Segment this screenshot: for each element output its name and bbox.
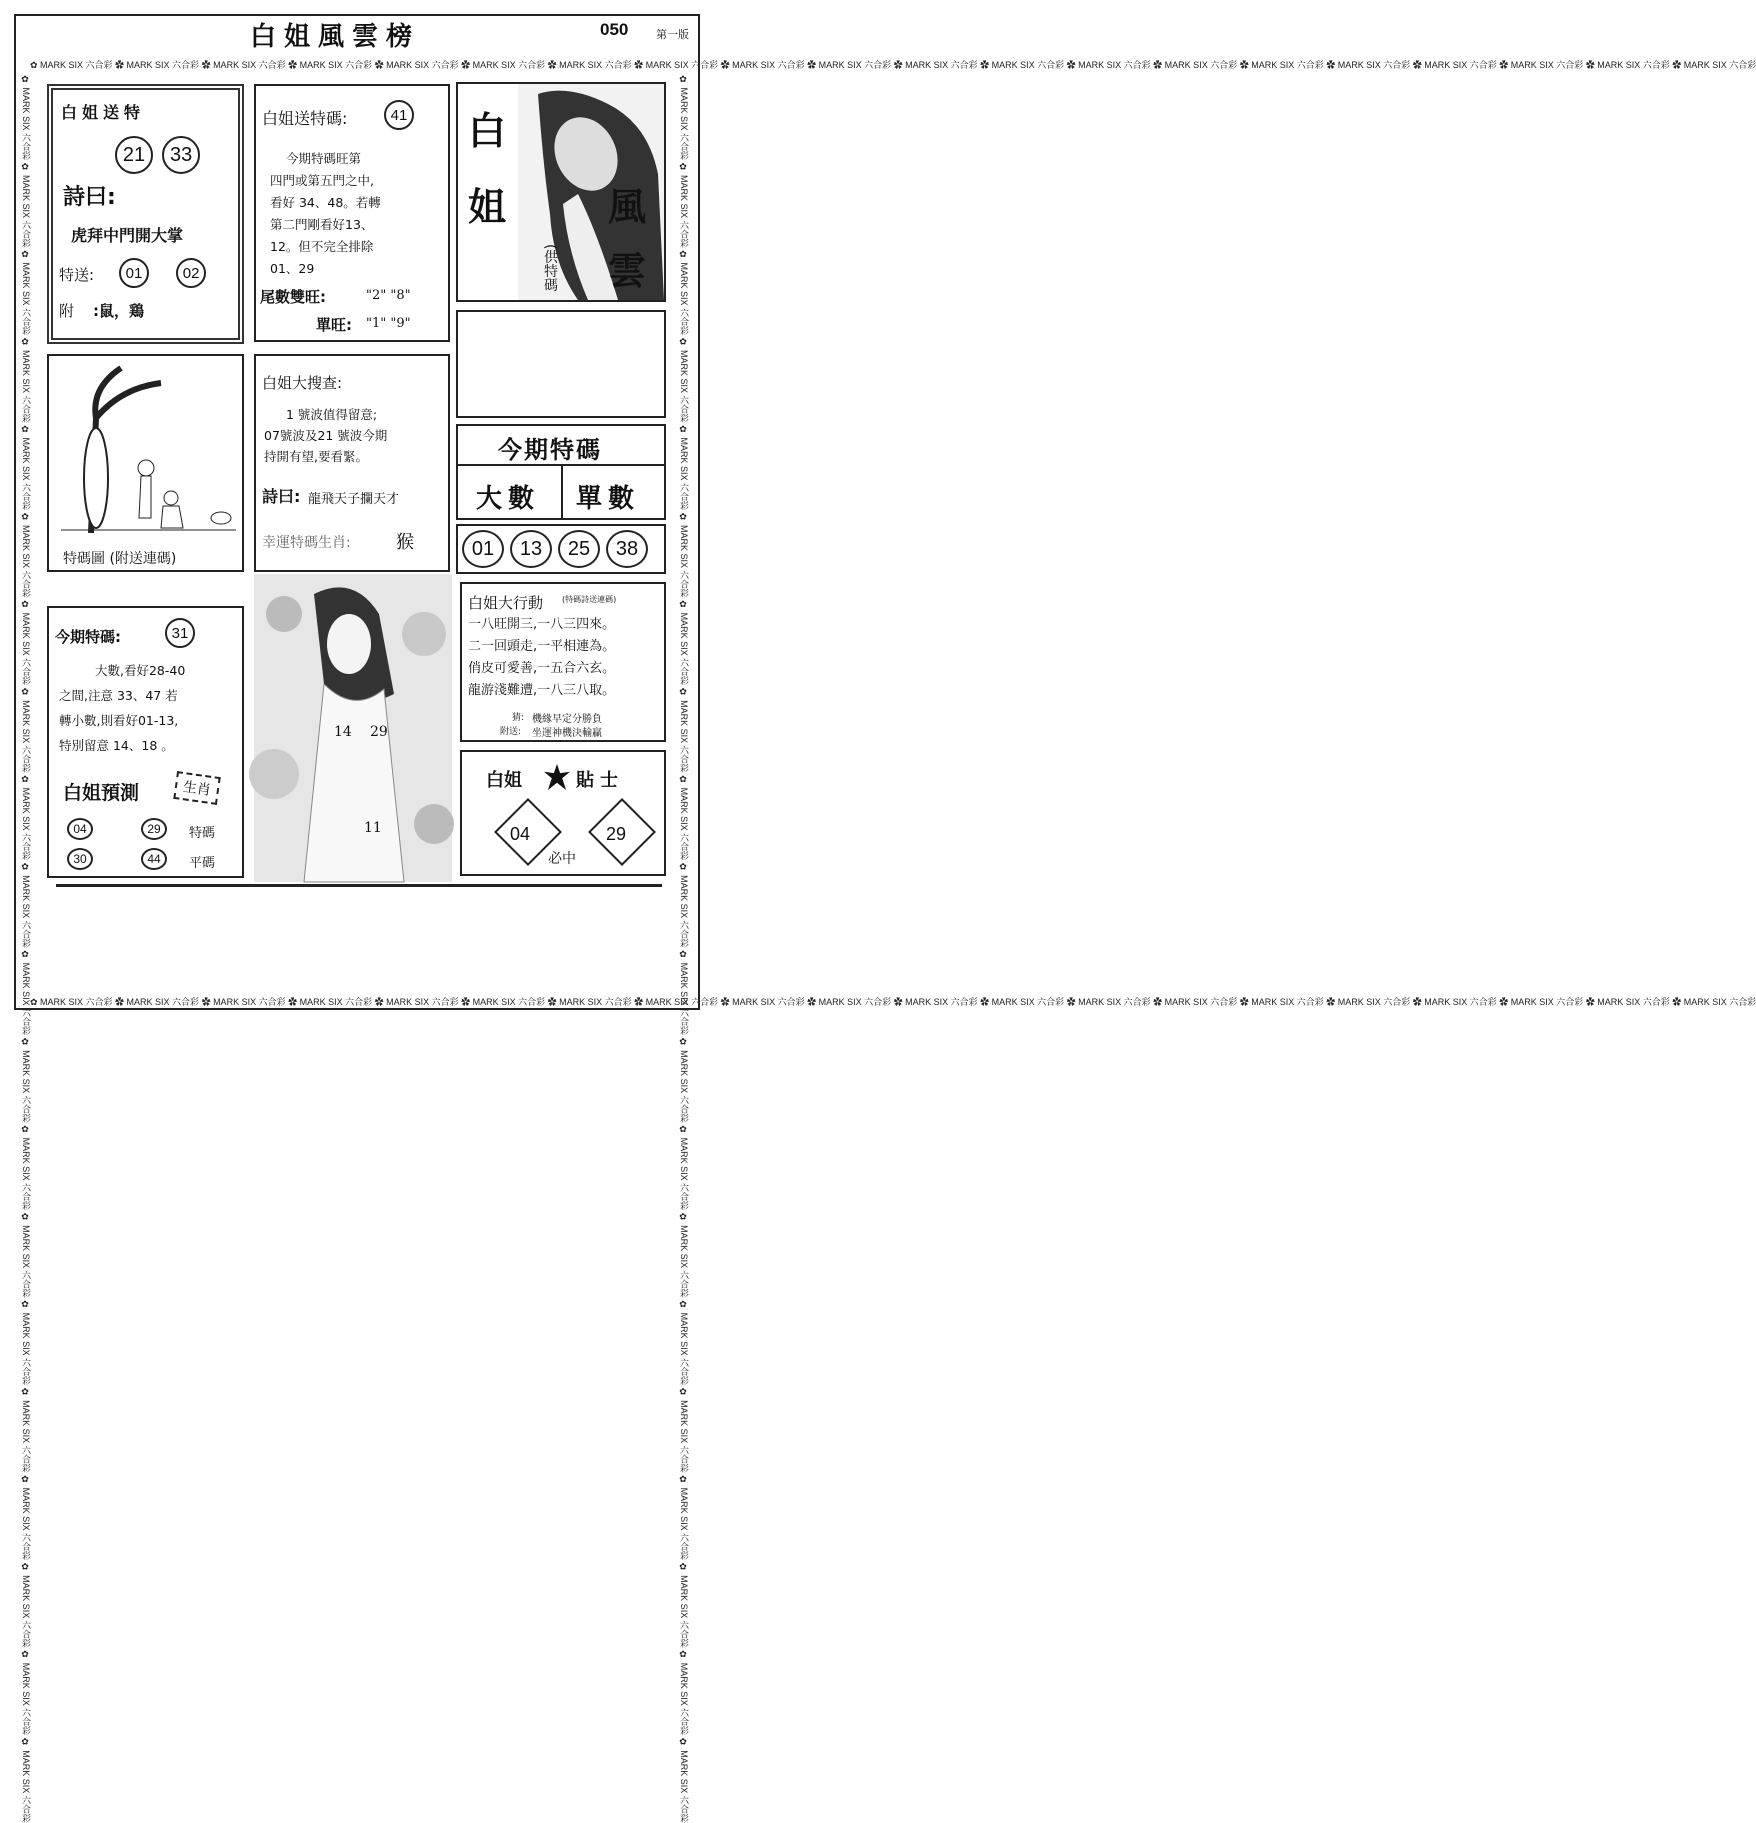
watermark-top: ✿ MARK SIX 六合彩 ✿ MARK SIX 六合彩 ✿ MARK SIX 六合彩 ✿ MARK SIX 六合彩 ✿ MARK SIX 六合彩 ✿ MARK SIX 六合彩 ✿ MARK SIX 六合彩 ✿ MARK SIX 六合彩 ✿ MARK SIX 六合彩 ✿ MARK SIX 六合彩 ✿ MARK SIX 六合彩 ✿ MARK SIX 六合彩 ✿ MARK SIX 六合彩 ✿ MARK SIX 六合彩 ✿ MARK SIX 六合彩 ✿ MARK SIX 六合彩 ✿ MARK SIX 六合彩 ✿ MARK SIX 六合彩 ✿ MARK SIX 六合彩 ✿ MARK SIX 六合彩 (30, 60, 1756, 70)
action-text (468, 614, 664, 702)
issue-number: 050 (600, 20, 629, 39)
lotto-number: 13 (510, 530, 552, 568)
code-line: 看好 34、48。若轉 (270, 195, 381, 210)
tail-values: "2" "8" (366, 288, 411, 303)
watermark-right: ✿ MARK SIX 六合彩 ✿ MARK SIX 六合彩 ✿ MARK SIX 六合彩 ✿ MARK SIX 六合彩 ✿ MARK SIX 六合彩 ✿ MARK SIX 六合彩 ✿ MARK SIX 六合彩 ✿ MARK SIX 六合彩 ✿ MARK SIX 六合彩 ✿ MARK SIX 六合彩 ✿ MARK SIX 六合彩 ✿ MARK SIX 六合彩 ✿ MARK SIX 六合彩 ✿ MARK SIX 六合彩 ✿ MARK SIX 六合彩 ✿ MARK SIX 六合彩 ✿ MARK SIX 六合彩 ✿ MARK SIX 六合彩 ✿ MARK SIX 六合彩 ✿ MARK SIX 六合彩 (679, 75, 689, 1823)
photo-number: 14 (334, 724, 352, 740)
code-line: 第二門剛看好13、 (270, 217, 374, 232)
single-label: 單旺: (316, 316, 352, 334)
predict-number: 30 (67, 848, 93, 870)
today-title: 今期特碼 (498, 436, 602, 464)
action-panel (460, 582, 666, 742)
folk-illustration (51, 358, 241, 538)
today-left: 大數 (476, 484, 541, 514)
guess-label: 猜: (512, 713, 525, 723)
photo-number: 29 (370, 724, 388, 740)
search-line: 07號波及21 號波今期 (264, 428, 388, 443)
picture-panel (47, 354, 244, 572)
search-panel (254, 354, 450, 572)
attach-text: :鼠，鶏 (93, 302, 144, 320)
photo-char: 風 (608, 185, 647, 229)
search-line: 持開有望,要看緊。 (264, 449, 368, 464)
page-title: 白姐風雲榜 (250, 22, 421, 52)
single-values: "1" "9" (366, 316, 411, 331)
predict-number: 44 (141, 848, 167, 870)
tip-panel (460, 750, 666, 876)
special-label: 特送: (59, 266, 95, 284)
numbers-panel (456, 524, 666, 574)
lucky-label: 幸運特碼生肖: (262, 535, 351, 551)
photo-panel-2 (254, 574, 452, 882)
photo-number: 11 (364, 820, 382, 836)
send-label: 白姐送特 (61, 103, 146, 122)
special-number: 01 (119, 258, 149, 288)
code-number: 41 (384, 100, 414, 130)
send-panel (47, 84, 244, 344)
picture-caption: 特碼圖 (附送連碼) (63, 551, 177, 567)
search-poem: 龍飛天子攔天才 (308, 492, 400, 507)
action-subtitle: (特碼詩送連碼) (562, 595, 617, 604)
action-line: 龍游淺難遭,一八三八取。 (468, 683, 616, 698)
gift-text: 坐運神機決輸贏 (532, 728, 602, 739)
code-line: 12。但不完全排除 (270, 239, 374, 254)
woman-photo-2 (254, 574, 452, 882)
photo-char: 雲 (608, 249, 647, 293)
photo-char: 白 (468, 109, 507, 153)
watermark-left: ✿ MARK SIX 六合彩 ✿ MARK SIX 六合彩 ✿ MARK SIX 六合彩 ✿ MARK SIX 六合彩 ✿ MARK SIX 六合彩 ✿ MARK SIX 六合彩 ✿ MARK SIX 六合彩 ✿ MARK SIX 六合彩 ✿ MARK SIX 六合彩 ✿ MARK SIX 六合彩 ✿ MARK SIX 六合彩 ✿ MARK SIX 六合彩 ✿ MARK SIX 六合彩 ✿ MARK SIX 六合彩 ✿ MARK SIX 六合彩 ✿ MARK SIX 六合彩 ✿ MARK SIX 六合彩 ✿ MARK SIX 六合彩 ✿ MARK SIX 六合彩 ✿ MARK SIX 六合彩 (21, 75, 31, 1823)
search-title: 白姐大搜查: (262, 374, 343, 392)
action-line: 一八旺開三,一八三四來。 (468, 617, 616, 632)
today2-line: 特別留意 14、18 。 (59, 738, 174, 753)
search-text (264, 404, 450, 467)
predict-number: 29 (141, 818, 167, 840)
tip-title-a: 白姐 (486, 770, 522, 791)
burst-icon (544, 764, 570, 790)
watermark-bottom: ✿ MARK SIX 六合彩 ✿ MARK SIX 六合彩 ✿ MARK SIX 六合彩 ✿ MARK SIX 六合彩 ✿ MARK SIX 六合彩 ✿ MARK SIX 六合彩 ✿ MARK SIX 六合彩 ✿ MARK SIX 六合彩 ✿ MARK SIX 六合彩 ✿ MARK SIX 六合彩 ✿ MARK SIX 六合彩 ✿ MARK SIX 六合彩 ✿ MARK SIX 六合彩 ✿ MARK SIX 六合彩 ✿ MARK SIX 六合彩 ✿ MARK SIX 六合彩 ✿ MARK SIX 六合彩 ✿ MARK SIX 六合彩 ✿ MARK SIX 六合彩 ✿ MARK SIX 六合彩 (30, 997, 1756, 1007)
send-number: 33 (162, 136, 200, 174)
tip-title-b: 貼士 (576, 770, 624, 791)
lucky-value: 猴 (396, 532, 414, 553)
tail-label: 尾數雙旺: (260, 288, 326, 306)
photo-panel-1 (456, 82, 666, 302)
gift-label: 附送: (500, 727, 522, 737)
predict-label: 白姐預測 (63, 782, 140, 804)
poem-text: 虎拜中門開大掌 (71, 226, 184, 245)
today-right: 單數 (576, 484, 641, 514)
search-poem-label: 詩曰: (262, 487, 301, 506)
predict-number: 04 (67, 818, 93, 840)
today2-line: 大數,看好28-40 (95, 663, 186, 678)
code-line: 01、29 (270, 261, 315, 276)
predict-row-label: 特碼 (189, 826, 216, 841)
bottom-divider (56, 884, 662, 887)
poem-label: 詩曰: (63, 185, 116, 210)
guess-text: 機緣早定分勝負 (532, 714, 602, 725)
search-line: 1 號波值得留意; (286, 407, 378, 422)
code-line: 四門或第五門之中, (270, 173, 374, 188)
today2-title: 今期特碼: (55, 628, 121, 646)
edition-label: 第一版 (656, 28, 689, 41)
today2-line: 轉小數,則看好01-13, (59, 713, 179, 728)
today2-line: 之間,注意 33、47 若 (59, 688, 178, 703)
today2-text (59, 658, 241, 758)
attach-label: 附 (59, 302, 75, 320)
code-line: 今期特碼旺第 (286, 151, 362, 166)
empty-panel (456, 310, 666, 418)
today-code-panel (47, 606, 244, 878)
tip-note: 必中 (548, 851, 576, 867)
photo-caption: (供特碼 (542, 244, 558, 292)
special-number: 02 (176, 258, 206, 288)
code-text (270, 148, 446, 280)
action-line: 俏皮可愛善,一五合六玄。 (468, 661, 616, 676)
predict-row-label: 平碼 (189, 856, 216, 871)
today2-number: 31 (165, 618, 195, 648)
predict-stamp: 生肖 (173, 771, 220, 805)
action-line: 二一回頭走,一平相連為。 (468, 639, 616, 654)
send-number: 21 (115, 136, 153, 174)
code-panel (254, 84, 450, 342)
lotto-number: 01 (462, 530, 504, 568)
today-panel (456, 424, 666, 520)
lotto-number: 25 (558, 530, 600, 568)
action-title: 白姐大行動 (468, 594, 544, 612)
tip-number: 29 (606, 824, 627, 844)
lotto-number: 38 (606, 530, 648, 568)
code-title: 白姐送特碼: (262, 109, 348, 128)
tip-number: 04 (510, 824, 531, 844)
photo-char: 姐 (468, 185, 507, 229)
